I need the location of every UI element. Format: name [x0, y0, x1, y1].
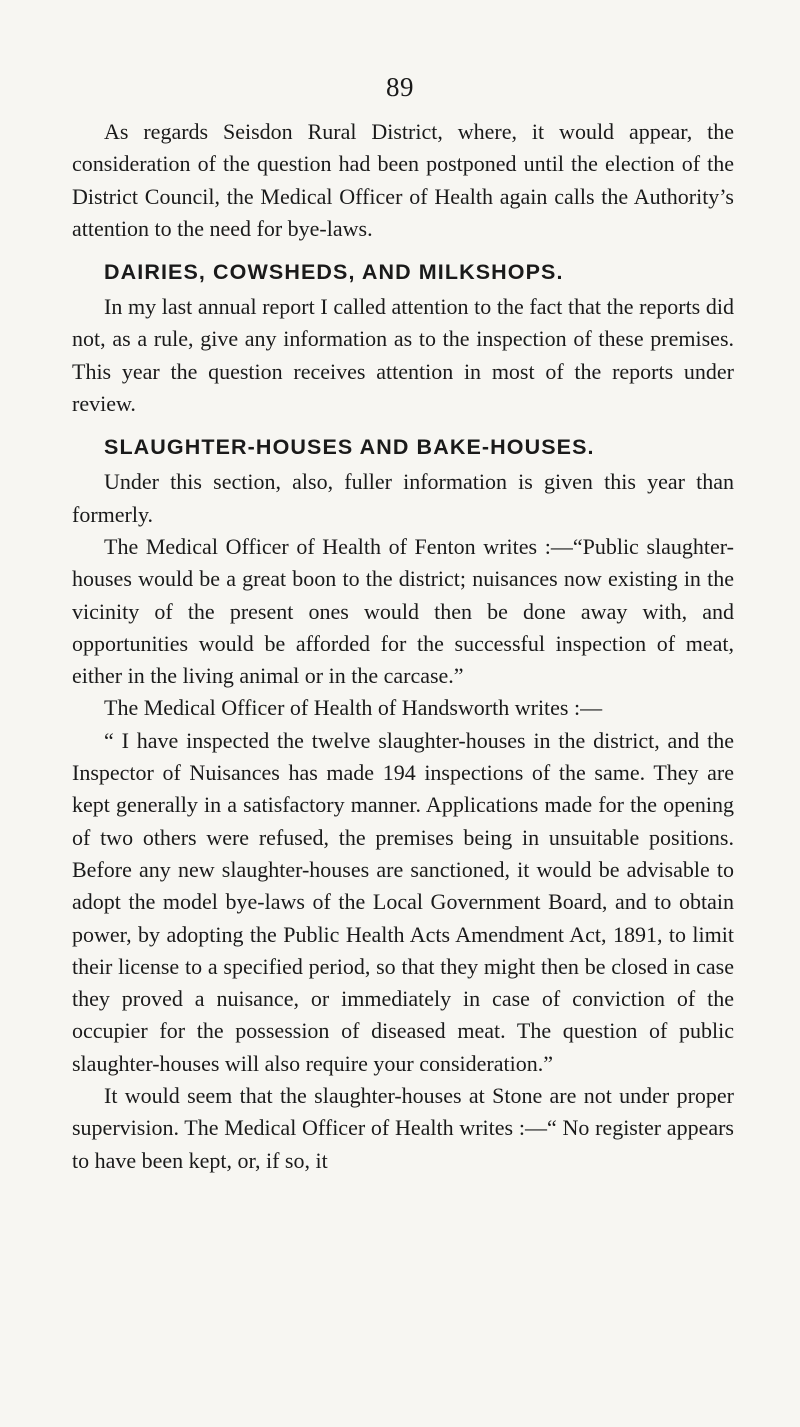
paragraph-dairies: In my last annual report I called attention to the fact that the reports did not, as a rule, give any information as to the inspection of these premises. This year the question receives attention in most of the reports under review.	[72, 294, 734, 417]
section-heading-slaughter-houses: SLAUGHTER-HOUSES AND BAKE-HOUSES.	[104, 435, 595, 460]
section-heading-dairies: DAIRIES, COWSHEDS, AND MILKSHOPS.	[104, 260, 564, 285]
page-number: 89	[386, 72, 414, 102]
paragraph-handsworth-quote: “ I have inspected the twelve slaughter-houses in the district, and the Inspector of Nuisances has made 194 inspections of the same. They are kept generally in a satisfactory manner. Applications made for the opening of two others were refused, the premises being in unsuitable positions. Before any new slaughter-houses are sanctioned, it would be advisable to adopt the model bye-laws of the Local Government Board, and to obtain power, by adopting the Public Health Acts Amendment Act, 1891, to limit their license to a specified period, so that they might then be closed in case they proved a nuisance, or immediately in case of conviction of the occupier for the possession of diseased meat. The question of public slaughter-houses will also require your consideration.”	[72, 727, 734, 1076]
paragraph-seisdon: As regards Seisdon Rural District, where, it would appear, the consideration of the question had been postponed until the election of the District Council, the Medical Officer of Health again calls the Authority’s attention to the need for bye-laws.	[72, 119, 734, 241]
paragraph-stone: It would seem that the slaughter-houses at Stone are not under proper supervision. The Medical Officer of Health writes :—“ No register appears to have been kept, or, if so, it	[72, 1083, 734, 1173]
paragraph-fenton: The Medical Officer of Health of Fenton writes :—“Public slaughter-houses would be a great boon to the district; nuisances now existing in the vicinity of the present ones would then be done away with, and opportunities would be afforded for the successful inspection of meat, either in the living animal or in the carcase.”	[72, 533, 734, 689]
paragraph-section-intro: Under this section, also, fuller information is given this year than formerly.	[72, 469, 734, 527]
body-text	[72, 116, 734, 1177]
paragraph-handsworth-intro: The Medical Officer of Health of Handsworth writes :—	[104, 695, 603, 721]
